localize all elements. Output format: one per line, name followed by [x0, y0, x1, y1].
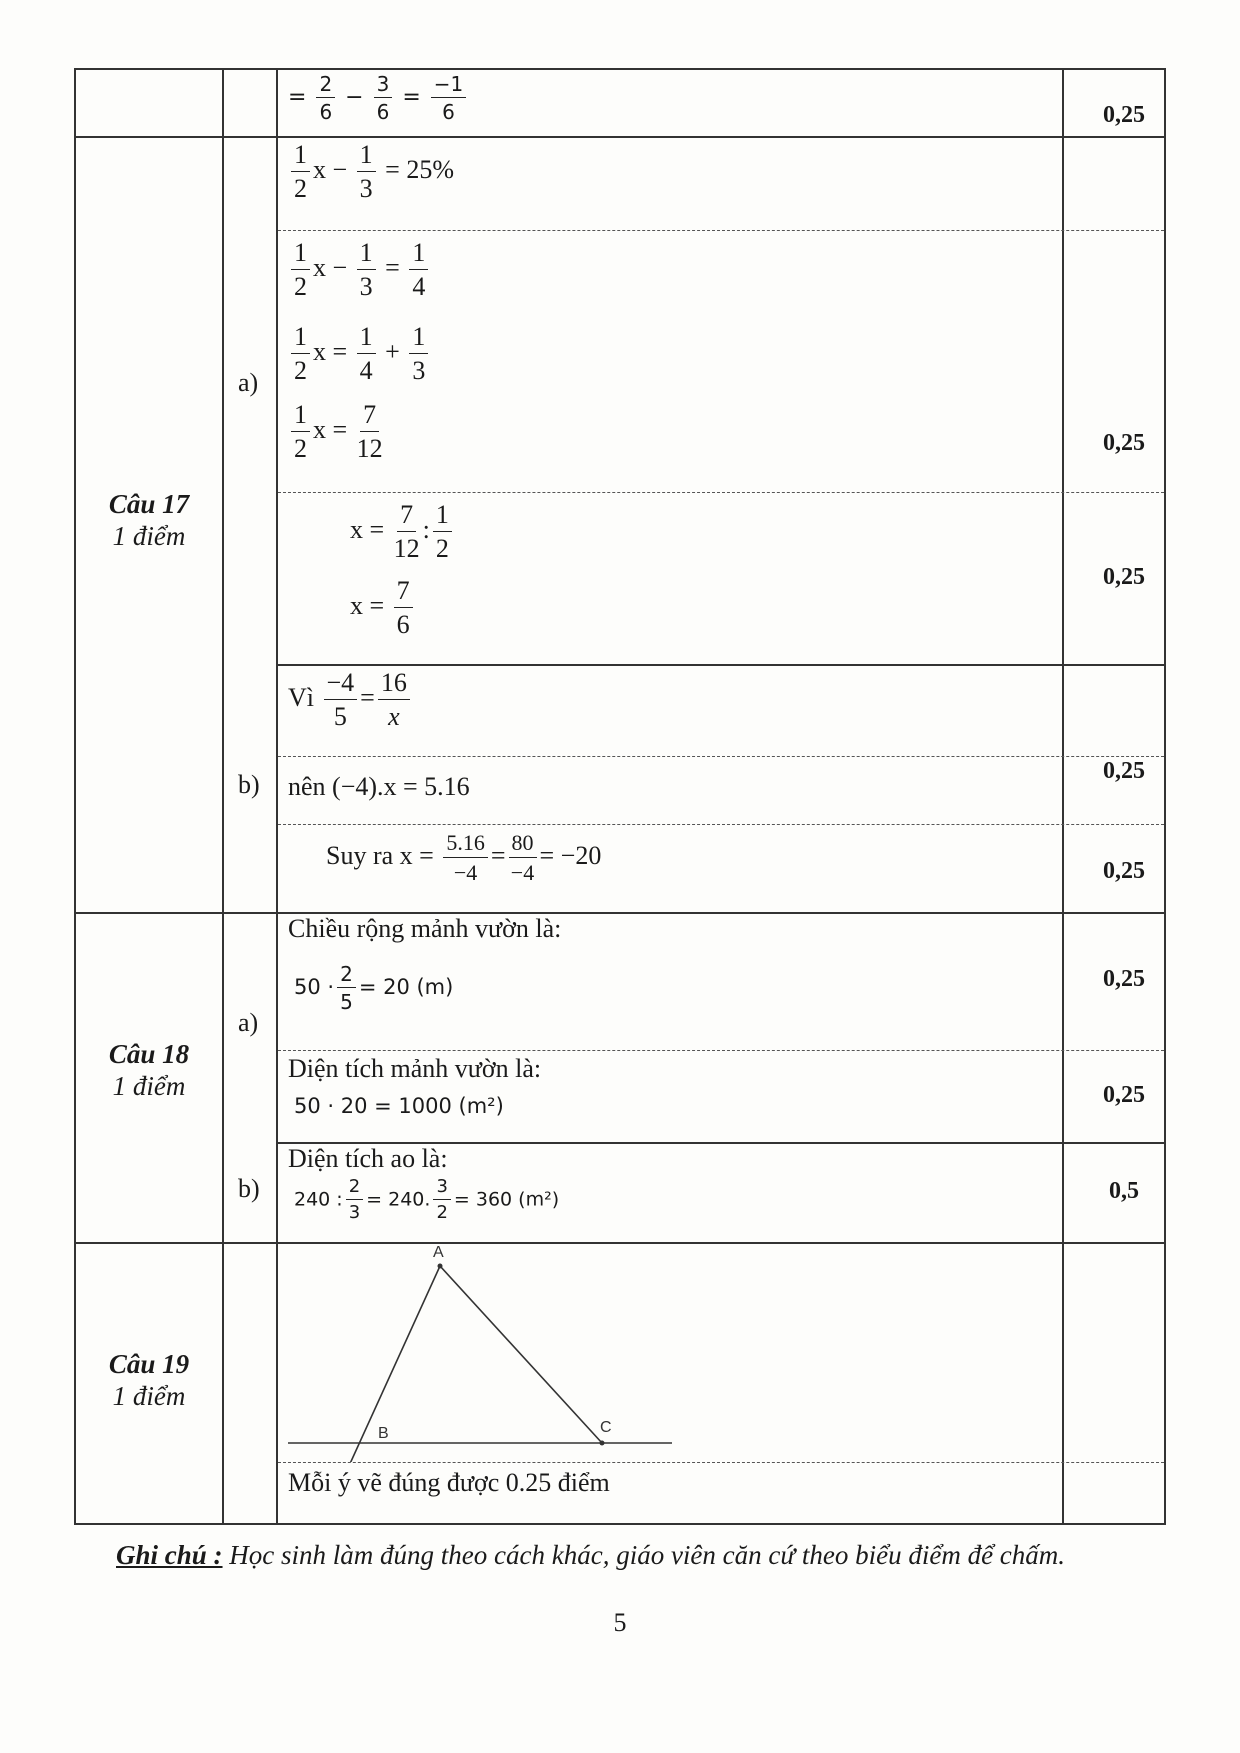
- column-divider-label: [222, 68, 224, 1525]
- question-title: Câu 19: [108, 1349, 190, 1379]
- numerator: 1: [291, 240, 310, 270]
- numerator: 1: [291, 142, 310, 172]
- point-b-label: B: [378, 1425, 389, 1442]
- q18b-text: Diện tích ao là:: [288, 1144, 448, 1173]
- point-c-label: C: [600, 1419, 612, 1436]
- term: = 240.: [366, 1188, 431, 1211]
- denominator: x: [388, 702, 400, 731]
- dashed-divider: [278, 230, 1164, 231]
- note-lead: Ghi chú :: [116, 1540, 223, 1570]
- denominator: 4: [359, 356, 373, 385]
- q18a-calc-2: 50 · 20 = 1000 (m²): [294, 1094, 504, 1118]
- point-c-marker: [600, 1441, 605, 1446]
- numerator: 2: [337, 964, 356, 988]
- row-divider: [74, 136, 1166, 138]
- denominator: 5: [340, 990, 353, 1014]
- fraction: [374, 74, 393, 122]
- numerator: 3: [433, 1178, 450, 1200]
- row-divider: [74, 912, 1166, 914]
- question-label-17: [74, 488, 224, 552]
- q18b-calc: [294, 1178, 559, 1222]
- term: 50 ·: [294, 975, 335, 999]
- denominator: −4: [453, 860, 478, 885]
- denominator: 2: [294, 272, 307, 301]
- question-label-18: [74, 1038, 224, 1102]
- numerator: 1: [357, 240, 376, 270]
- denominator: 3: [412, 356, 426, 385]
- plus-sign: +: [385, 336, 400, 366]
- term: = −20: [539, 840, 602, 870]
- scoring-table: [74, 68, 1166, 1525]
- table-border-top: [74, 68, 1166, 70]
- line-ac: [440, 1266, 602, 1443]
- term: 240 :: [294, 1188, 343, 1211]
- note-text: Học sinh làm đúng theo cách khác, giáo viên căn cứ theo biểu điểm để chấm.: [222, 1540, 1066, 1570]
- q17a-step-3: [288, 324, 431, 384]
- denominator: 2: [294, 174, 307, 203]
- footer-note: [116, 1540, 1065, 1571]
- dashed-divider: [278, 1462, 1164, 1463]
- denominator: 6: [442, 100, 455, 124]
- term: x −: [313, 252, 348, 282]
- term: x =: [313, 414, 348, 444]
- term: Vì: [288, 682, 314, 712]
- column-divider-score: [1062, 68, 1064, 1525]
- q17a-step-5: [350, 502, 455, 562]
- denominator: 6: [376, 100, 390, 124]
- numerator: 5.16: [443, 832, 488, 858]
- question-title: Câu 18: [108, 1039, 190, 1069]
- q17a-step-4: [288, 402, 386, 462]
- dashed-divider: [278, 824, 1164, 825]
- q18a-text-1: Chiều rộng mảnh vườn là:: [288, 914, 562, 943]
- term: x =: [350, 590, 385, 620]
- part-label-b: b): [238, 1174, 260, 1203]
- q17b-step-3: [326, 832, 601, 884]
- dashed-divider: [278, 756, 1164, 757]
- dashed-divider: [278, 1050, 1164, 1051]
- numerator: 2: [346, 1178, 363, 1200]
- q17a-step-6: [350, 578, 416, 638]
- equals-sign: =: [288, 85, 307, 110]
- triangle-diagram: [278, 1242, 748, 1462]
- score: 0,25: [1103, 1082, 1145, 1108]
- top-row-equation: [288, 74, 469, 122]
- q17b-step-1: [288, 670, 413, 730]
- numerator: 2: [316, 74, 335, 98]
- term: = 25%: [385, 154, 454, 184]
- denominator: 12: [356, 434, 383, 463]
- score: 0,5: [1109, 1178, 1139, 1204]
- score: 0,25: [1103, 102, 1145, 128]
- denominator: 4: [412, 272, 426, 301]
- numerator: 1: [357, 142, 376, 172]
- question-points: 1 điểm: [112, 521, 186, 551]
- division-sign: :: [422, 514, 430, 544]
- numerator: 80: [509, 832, 537, 858]
- q17b-step-2: nên (−4).x = 5.16: [288, 772, 470, 801]
- numerator: 3: [374, 74, 393, 98]
- score: 0,25: [1103, 966, 1145, 992]
- denominator: 12: [393, 534, 420, 563]
- table-border-left: [74, 68, 76, 1525]
- point-a-marker: [438, 1264, 443, 1269]
- denominator: 3: [348, 1202, 361, 1223]
- fraction: [316, 74, 335, 122]
- numerator: 1: [433, 502, 452, 532]
- denominator: 2: [294, 434, 307, 463]
- score: 0,25: [1103, 430, 1145, 456]
- minus-sign: −: [345, 85, 364, 110]
- numerator: −1: [431, 74, 466, 98]
- equals-sign: =: [402, 85, 421, 110]
- score: 0,25: [1103, 758, 1145, 784]
- numerator: 1: [409, 324, 428, 354]
- denominator: 5: [333, 702, 347, 731]
- q17a-step-1: [288, 142, 454, 202]
- score: 0,25: [1103, 564, 1145, 590]
- denominator: 3: [359, 272, 373, 301]
- denominator: 2: [436, 1202, 448, 1223]
- numerator: 1: [291, 324, 310, 354]
- denominator: −4: [510, 860, 535, 885]
- score: 0,25: [1103, 858, 1145, 884]
- term: = 360 (m²): [453, 1188, 560, 1211]
- row-divider: [276, 664, 1166, 666]
- term: x =: [350, 514, 385, 544]
- numerator: 7: [397, 502, 416, 532]
- question-points: 1 điểm: [112, 1071, 186, 1101]
- equals-sign: =: [490, 840, 506, 870]
- term: x −: [313, 154, 348, 184]
- q18a-text-2: Diện tích mảnh vườn là:: [288, 1054, 542, 1083]
- numerator: −4: [324, 670, 358, 700]
- q17a-step-2: [288, 240, 431, 300]
- denominator: 2: [294, 356, 307, 385]
- numerator: 1: [291, 402, 310, 432]
- page-number: 5: [613, 1608, 627, 1637]
- numerator: 1: [409, 240, 428, 270]
- numerator: 7: [394, 578, 413, 608]
- question-points: 1 điểm: [112, 1381, 186, 1411]
- point-a-label: A: [433, 1244, 444, 1261]
- numerator: 1: [357, 324, 376, 354]
- denominator: 6: [319, 100, 333, 124]
- term: Suy ra x =: [326, 840, 434, 870]
- fraction: [431, 74, 466, 122]
- table-border-bottom: [74, 1523, 1166, 1525]
- equals-sign: =: [360, 682, 375, 712]
- question-title: Câu 17: [108, 489, 190, 519]
- denominator: 6: [396, 610, 410, 639]
- equals-sign: =: [385, 252, 400, 282]
- part-label-a: a): [238, 1008, 259, 1037]
- q18a-calc-1: [294, 964, 453, 1012]
- table-border-right: [1164, 68, 1166, 1525]
- denominator: 3: [359, 174, 373, 203]
- numerator: 16: [378, 670, 410, 700]
- question-label-19: [74, 1348, 224, 1412]
- term: x =: [313, 336, 348, 366]
- term: = 20 (m): [358, 975, 454, 999]
- part-label-b: b): [238, 770, 260, 799]
- denominator: 2: [435, 534, 449, 563]
- numerator: 7: [360, 402, 379, 432]
- q19-scoring-note: Mỗi ý vẽ đúng được 0.25 điểm: [288, 1468, 610, 1497]
- dashed-divider: [278, 492, 1164, 493]
- part-label-a: a): [238, 368, 259, 397]
